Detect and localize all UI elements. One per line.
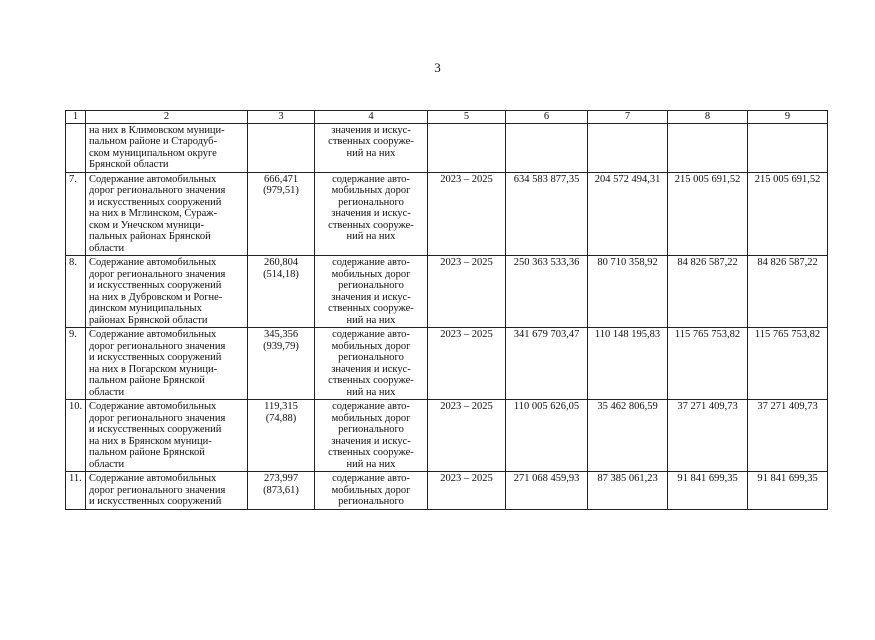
amount-2023: 110 148 195,83 xyxy=(588,328,668,400)
road-section-name: Содержание автомобильных дорог регионального значения и искусственных сооружений xyxy=(86,472,248,510)
road-length: 345,356 (939,79) xyxy=(248,328,315,400)
column-header-row xyxy=(66,111,828,124)
table-row xyxy=(66,328,828,400)
road-length: 260,804 (514,18) xyxy=(248,256,315,328)
column-header: 1 xyxy=(66,111,86,124)
table-row xyxy=(66,400,828,472)
column-header: 8 xyxy=(668,111,748,124)
column-header: 9 xyxy=(748,111,828,124)
work-type: содержание авто- мобильных дорог регионального значения и искус- ственных сооруже- ний на них xyxy=(315,328,428,400)
roads-maintenance-table xyxy=(65,110,828,510)
road-length: 119,315 (74,88) xyxy=(248,400,315,472)
period xyxy=(428,123,506,172)
work-type: содержание авто- мобильных дорог регионального значения и искус- ственных сооруже- ний на них xyxy=(315,172,428,256)
period: 2023 – 2025 xyxy=(428,172,506,256)
amount-total: 110 005 626,05 xyxy=(506,400,588,472)
amount-2025: 215 005 691,52 xyxy=(748,172,828,256)
amount-2024 xyxy=(668,123,748,172)
road-length: 273,997 (873,61) xyxy=(248,472,315,510)
period: 2023 – 2025 xyxy=(428,400,506,472)
road-section-name: Содержание автомобильных дорог регионального значения и искусственных сооружений на них в Погарском муници- пальном районе Брянской области xyxy=(86,328,248,400)
period: 2023 – 2025 xyxy=(428,256,506,328)
table-row xyxy=(66,472,828,510)
amount-2025: 91 841 699,35 xyxy=(748,472,828,510)
amount-2025: 115 765 753,82 xyxy=(748,328,828,400)
amount-2023: 80 710 358,92 xyxy=(588,256,668,328)
row-number: 10. xyxy=(66,400,86,472)
column-header: 6 xyxy=(506,111,588,124)
amount-2025: 37 271 409,73 xyxy=(748,400,828,472)
road-section-name: Содержание автомобильных дорог регионального значения и искусственных сооружений на них в Брянском муници- пальном районе Брянской области xyxy=(86,400,248,472)
work-type: содержание авто- мобильных дорог регионального значения и искус- ственных сооруже- ний на них xyxy=(315,400,428,472)
table-row xyxy=(66,256,828,328)
row-number xyxy=(66,123,86,172)
period: 2023 – 2025 xyxy=(428,328,506,400)
row-number: 7. xyxy=(66,172,86,256)
road-length: 666,471 (979,51) xyxy=(248,172,315,256)
amount-2024: 215 005 691,52 xyxy=(668,172,748,256)
column-header: 5 xyxy=(428,111,506,124)
amount-total: 341 679 703,47 xyxy=(506,328,588,400)
column-header: 2 xyxy=(86,111,248,124)
amount-2023: 87 385 061,23 xyxy=(588,472,668,510)
amount-2024: 115 765 753,82 xyxy=(668,328,748,400)
amount-2023 xyxy=(588,123,668,172)
amount-total xyxy=(506,123,588,172)
table-row xyxy=(66,123,828,172)
amount-2025: 84 826 587,22 xyxy=(748,256,828,328)
work-type: содержание авто- мобильных дорог регионального значения и искус- ственных сооруже- ний на них xyxy=(315,256,428,328)
amount-total: 250 363 533,36 xyxy=(506,256,588,328)
road-section-name: Содержание автомобильных дорог регионального значения и искусственных сооружений на них в Мглинском, Сураж- ском и Унечском муници- пальных районах Брянской области xyxy=(86,172,248,256)
amount-total: 634 583 877,35 xyxy=(506,172,588,256)
amount-2023: 35 462 806,59 xyxy=(588,400,668,472)
amount-2024: 37 271 409,73 xyxy=(668,400,748,472)
amount-2025 xyxy=(748,123,828,172)
road-section-name: Содержание автомобильных дорог регионального значения и искусственных сооружений на них в Дубровском и Рогне- динском муниципальных районах Брянской области xyxy=(86,256,248,328)
column-header: 3 xyxy=(248,111,315,124)
page-number: 3 xyxy=(434,60,441,75)
column-header: 4 xyxy=(315,111,428,124)
work-type: содержание авто- мобильных дорог регионального xyxy=(315,472,428,510)
amount-2024: 84 826 587,22 xyxy=(668,256,748,328)
work-type: значения и искус- ственных сооруже- ний на них xyxy=(315,123,428,172)
row-number: 8. xyxy=(66,256,86,328)
amount-total: 271 068 459,93 xyxy=(506,472,588,510)
column-header: 7 xyxy=(588,111,668,124)
row-number: 9. xyxy=(66,328,86,400)
row-number: 11. xyxy=(66,472,86,510)
road-section-name: на них в Климовском муници- пальном районе и Стародуб- ском муниципальном округе Брянской области xyxy=(86,123,248,172)
period: 2023 – 2025 xyxy=(428,472,506,510)
amount-2024: 91 841 699,35 xyxy=(668,472,748,510)
table-row xyxy=(66,172,828,256)
amount-2023: 204 572 494,31 xyxy=(588,172,668,256)
road-length xyxy=(248,123,315,172)
